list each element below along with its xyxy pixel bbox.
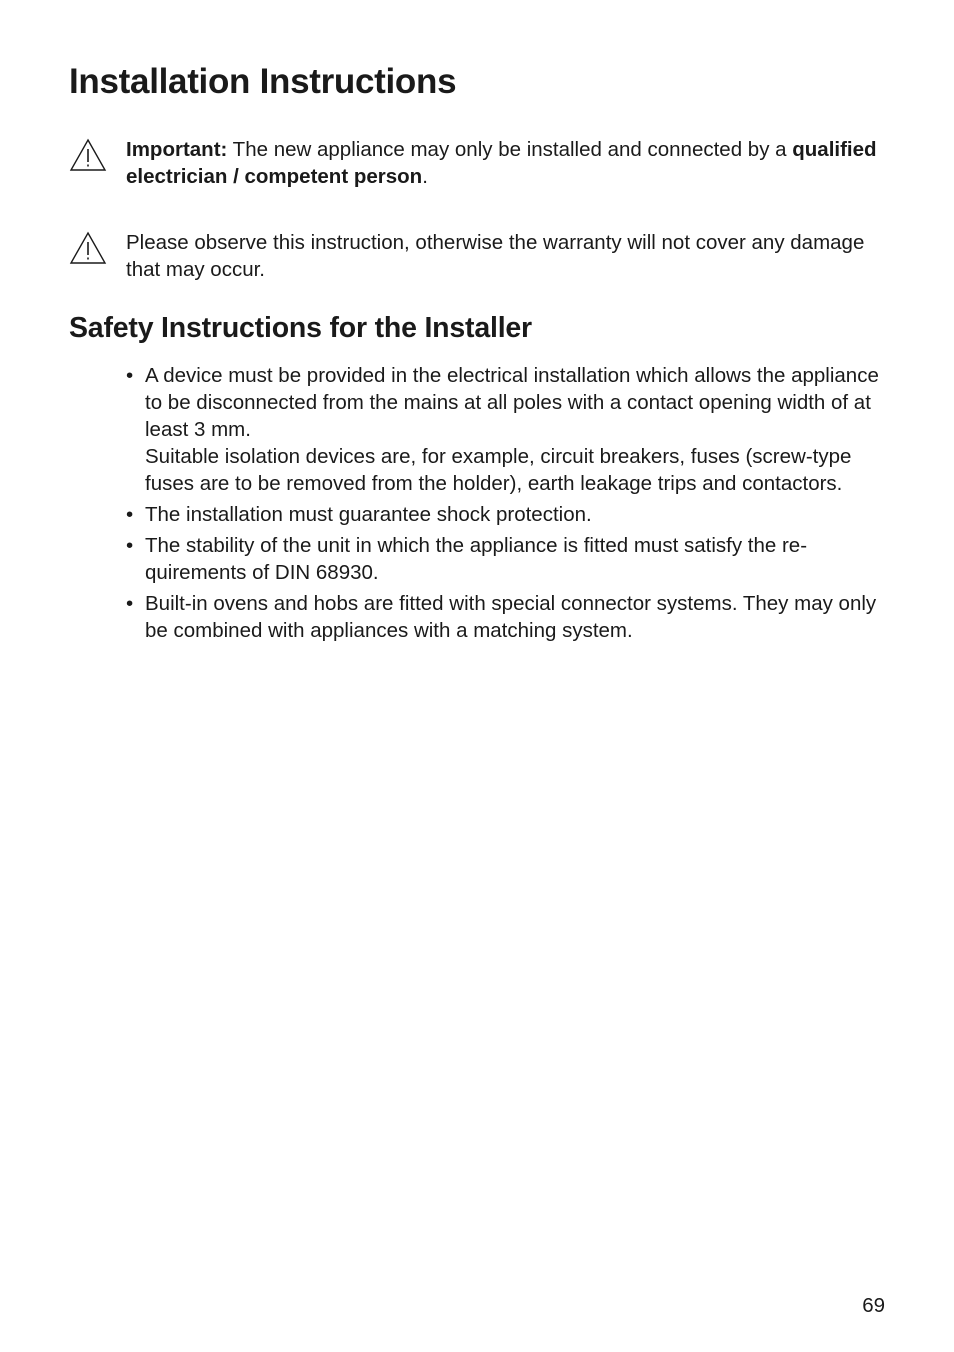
section-title: Safety Instructions for the Installer: [69, 312, 532, 344]
bullet-icon: •: [126, 364, 134, 387]
bullet-1-line-1: A device must be provided in the electrical installation which allows the appliance to be disconnected from the mains at all poles with a contact opening width of at least 3 mm.: [145, 364, 879, 441]
bullet-2-text: The installation must guarantee shock protection.: [145, 503, 592, 526]
qualified-electrician-phrase: qualified electrician / competent person: [126, 138, 877, 188]
list-item: [126, 532, 888, 586]
page-title: Installation Instructions: [69, 62, 457, 101]
bullet-text: [145, 362, 888, 497]
warning-warranty-text: Please observe this instruction, otherwise the warranty will not cover any damage that may occur.: [126, 231, 865, 281]
bullet-3-text: The stability of the unit in which the appliance is fitted must satisfy the re-quirements of DIN 68930.: [145, 534, 808, 584]
important-label: Important:: [126, 138, 228, 161]
warning-triangle-icon: [69, 138, 107, 172]
warning-important: [69, 136, 889, 190]
list-item: [126, 501, 888, 528]
safety-bullet-list: [126, 362, 888, 648]
warning-triangle-icon: [69, 231, 107, 265]
bullet-icon: •: [126, 503, 134, 526]
warning-warranty: [69, 229, 889, 283]
warning-important-text: [126, 136, 886, 190]
list-item: [126, 362, 888, 497]
list-item: [126, 590, 888, 644]
bullet-4-text: Built-in ovens and hobs are fitted with special connector systems. They may only be combined with appliances with a matching system.: [145, 592, 877, 642]
important-text-1: The new appliance may only be installed and connected by a: [227, 138, 793, 161]
page-number: 69: [862, 1294, 885, 1317]
bullet-icon: •: [126, 534, 134, 557]
important-text-2: .: [422, 165, 428, 188]
bullet-icon: •: [126, 592, 134, 615]
bullet-1-line-2: Suitable isolation devices are, for example, circuit breakers, fuses (screw-type fuses are to be removed from the holder), earth leakage trips and contactors.: [145, 445, 852, 495]
